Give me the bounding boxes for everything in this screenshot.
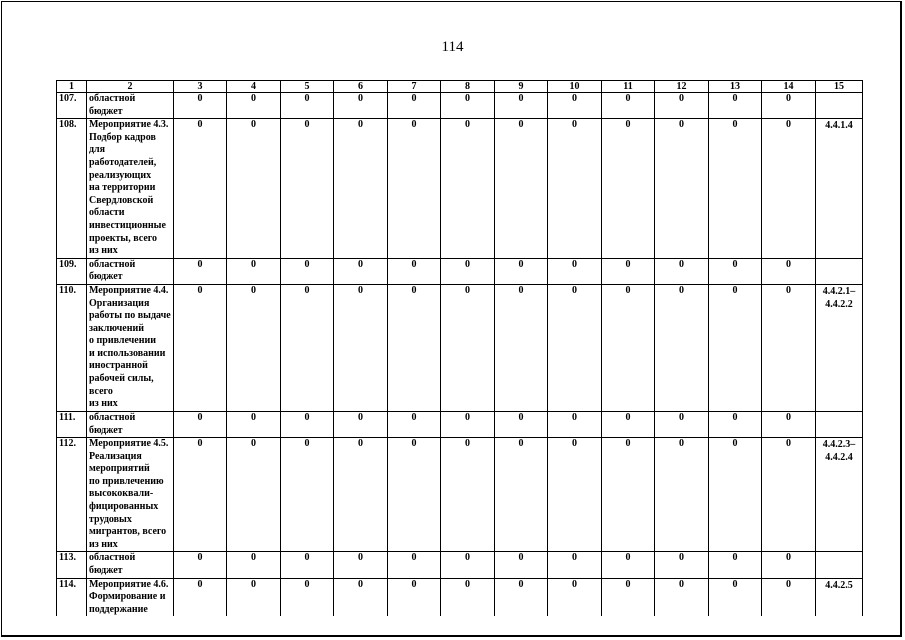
description-line: Подбор кадров	[89, 131, 156, 143]
value-cell-col-8: 0	[441, 284, 495, 411]
description-line: Реализация	[89, 450, 142, 462]
row-number: 113.	[57, 552, 87, 578]
value-cell-col-6: 0	[334, 578, 388, 616]
value-cell-col-7: 0	[388, 552, 441, 578]
value-cell-col-3: 0	[174, 93, 227, 119]
page-number: 114	[441, 39, 464, 55]
table-row	[57, 119, 863, 259]
description-line: для	[89, 144, 106, 156]
ref-line: 4.4.2.2	[825, 298, 853, 310]
table-row	[57, 552, 863, 578]
value-cell-col-4: 0	[227, 438, 281, 552]
value-cell-col-4: 0	[227, 552, 281, 578]
value-cell-col-8: 0	[441, 552, 495, 578]
value-cell-col-5: 0	[281, 411, 334, 437]
description-line: бюджет	[89, 105, 123, 117]
row-number: 108.	[57, 119, 87, 259]
value-cell-col-14: 0	[762, 578, 816, 616]
target-indicator-ref	[816, 119, 863, 259]
description-line: бюджет	[89, 271, 123, 283]
value-cell-col-9: 0	[495, 119, 548, 259]
description-line: Формирование и	[89, 591, 166, 603]
row-number: 112.	[57, 438, 87, 552]
description-line: областной	[89, 93, 136, 104]
value-cell-col-12: 0	[655, 578, 709, 616]
table-row	[57, 93, 863, 119]
value-cell-col-13: 0	[709, 284, 762, 411]
value-cell-col-10: 0	[548, 258, 602, 284]
description-line: Организация	[89, 297, 150, 309]
value-cell-col-12: 0	[655, 411, 709, 437]
value-cell-col-12: 0	[655, 258, 709, 284]
value-cell-col-7: 0	[388, 438, 441, 552]
value-cell-col-11: 0	[602, 284, 655, 411]
value-cell-col-14: 0	[762, 119, 816, 259]
value-cell-col-10: 0	[548, 93, 602, 119]
value-cell-col-9: 0	[495, 578, 548, 616]
value-cell-col-8: 0	[441, 93, 495, 119]
value-cell-col-9: 0	[495, 258, 548, 284]
description-line: иностранной	[89, 360, 148, 372]
value-cell-col-3: 0	[174, 284, 227, 411]
target-indicator-ref	[816, 93, 863, 119]
table-body	[57, 93, 863, 617]
value-cell-col-5: 0	[281, 258, 334, 284]
description-line: заключений	[89, 322, 145, 334]
row-description	[87, 258, 174, 284]
value-cell-col-12: 0	[655, 119, 709, 259]
value-cell-col-10: 0	[548, 411, 602, 437]
value-cell-col-4: 0	[227, 284, 281, 411]
description-line: по привлечению	[89, 475, 164, 487]
description-line: на территории	[89, 182, 156, 194]
description-line: Мероприятие 4.3.	[89, 119, 169, 131]
value-cell-col-9: 0	[495, 93, 548, 119]
value-cell-col-3: 0	[174, 552, 227, 578]
ref-line: 4.4.2.3–	[822, 439, 856, 451]
description-line: областной	[89, 552, 136, 564]
column-header-5: 5	[281, 81, 334, 93]
value-cell-col-3: 0	[174, 119, 227, 259]
description-line: бюджет	[89, 565, 123, 577]
column-header-12: 12	[655, 81, 709, 93]
value-cell-col-13: 0	[709, 93, 762, 119]
row-number: 109.	[57, 258, 87, 284]
value-cell-col-10: 0	[548, 284, 602, 411]
description-line: областной	[89, 411, 136, 423]
ref-line: 4.4.2.4	[825, 452, 853, 464]
value-cell-col-7: 0	[388, 411, 441, 437]
description-line: рабочей силы,	[89, 373, 154, 385]
column-header-11: 11	[602, 81, 655, 93]
value-cell-col-4: 0	[227, 93, 281, 119]
value-cell-col-7: 0	[388, 578, 441, 616]
description-line: и использовании	[89, 347, 166, 359]
value-cell-col-12: 0	[655, 284, 709, 411]
value-cell-col-10: 0	[548, 438, 602, 552]
value-cell-col-8: 0	[441, 578, 495, 616]
value-cell-col-3: 0	[174, 438, 227, 552]
description-line: поддержание	[89, 603, 148, 615]
value-cell-col-13: 0	[709, 258, 762, 284]
header-row	[57, 81, 863, 93]
value-cell-col-12: 0	[655, 93, 709, 119]
row-number: 111.	[57, 411, 87, 437]
row-description	[87, 411, 174, 437]
description-line: реализующих	[89, 169, 152, 181]
value-cell-col-5: 0	[281, 119, 334, 259]
value-cell-col-6: 0	[334, 552, 388, 578]
value-cell-col-13: 0	[709, 578, 762, 616]
target-indicator-ref	[816, 258, 863, 284]
column-header-15: 15	[816, 81, 863, 93]
column-header-9: 9	[495, 81, 548, 93]
description-line: Свердловской	[89, 194, 154, 206]
value-cell-col-5: 0	[281, 552, 334, 578]
row-number: 110.	[57, 284, 87, 411]
description-line: фицированных	[89, 501, 159, 513]
value-cell-col-14: 0	[762, 258, 816, 284]
row-description	[87, 93, 174, 119]
column-header-6: 6	[334, 81, 388, 93]
description-line: из них	[89, 538, 118, 550]
value-cell-col-7: 0	[388, 93, 441, 119]
value-cell-col-11: 0	[602, 438, 655, 552]
value-cell-col-8: 0	[441, 119, 495, 259]
value-cell-col-10: 0	[548, 578, 602, 616]
value-cell-col-11: 0	[602, 119, 655, 259]
value-cell-col-11: 0	[602, 552, 655, 578]
description-line: работодателей,	[89, 156, 157, 168]
column-header-10: 10	[548, 81, 602, 93]
value-cell-col-12: 0	[655, 552, 709, 578]
description-line: области	[89, 207, 125, 219]
value-cell-col-12: 0	[655, 438, 709, 552]
column-header-14: 14	[762, 81, 816, 93]
value-cell-col-13: 0	[709, 119, 762, 259]
target-indicator-ref	[816, 578, 863, 616]
value-cell-col-6: 0	[334, 438, 388, 552]
value-cell-col-14: 0	[762, 93, 816, 119]
column-header-4: 4	[227, 81, 281, 93]
description-line: проекты, всего	[89, 232, 158, 244]
description-line: всего	[89, 385, 113, 397]
value-cell-col-4: 0	[227, 119, 281, 259]
table-row	[57, 578, 863, 616]
column-header-3: 3	[174, 81, 227, 93]
value-cell-col-7: 0	[388, 119, 441, 259]
row-number: 114.	[57, 578, 87, 616]
description-line: Мероприятие 4.6.	[89, 578, 169, 590]
ref-line: 4.4.2.5	[825, 579, 853, 591]
description-line: Мероприятие 4.5.	[89, 438, 169, 450]
value-cell-col-11: 0	[602, 93, 655, 119]
target-indicator-ref	[816, 411, 863, 437]
value-cell-col-9: 0	[495, 552, 548, 578]
description-line: из них	[89, 245, 118, 257]
value-cell-col-8: 0	[441, 411, 495, 437]
row-description	[87, 438, 174, 552]
row-number: 107.	[57, 93, 87, 119]
value-cell-col-7: 0	[388, 284, 441, 411]
value-cell-col-6: 0	[334, 93, 388, 119]
value-cell-col-13: 0	[709, 411, 762, 437]
value-cell-col-6: 0	[334, 119, 388, 259]
value-cell-col-6: 0	[334, 258, 388, 284]
column-header-7: 7	[388, 81, 441, 93]
column-header-1: 1	[57, 81, 87, 93]
value-cell-col-14: 0	[762, 411, 816, 437]
description-line: бюджет	[89, 424, 123, 436]
value-cell-col-5: 0	[281, 93, 334, 119]
column-header-8: 8	[441, 81, 495, 93]
value-cell-col-7: 0	[388, 258, 441, 284]
value-cell-col-14: 0	[762, 284, 816, 411]
value-cell-col-4: 0	[227, 258, 281, 284]
ref-line: 4.4.1.4	[825, 120, 853, 132]
target-indicator-ref	[816, 552, 863, 578]
description-line: из них	[89, 398, 118, 410]
value-cell-col-8: 0	[441, 438, 495, 552]
value-cell-col-8: 0	[441, 258, 495, 284]
description-line: мероприятий	[89, 463, 150, 475]
row-description	[87, 552, 174, 578]
ref-line: 4.4.2.1–	[822, 285, 856, 297]
value-cell-col-11: 0	[602, 411, 655, 437]
value-cell-col-14: 0	[762, 552, 816, 578]
value-cell-col-3: 0	[174, 578, 227, 616]
row-description	[87, 284, 174, 411]
table-row	[57, 284, 863, 411]
column-header-13: 13	[709, 81, 762, 93]
description-line: инвестиционные	[89, 219, 166, 231]
description-line: мигрантов, всего	[89, 526, 167, 538]
description-line: трудовых	[89, 513, 132, 525]
row-description	[87, 119, 174, 259]
description-line: высококвали-	[89, 488, 154, 500]
description-line: областной	[89, 258, 136, 270]
target-indicator-ref	[816, 438, 863, 552]
description-line: о привлечении	[89, 335, 157, 347]
value-cell-col-9: 0	[495, 284, 548, 411]
value-cell-col-10: 0	[548, 119, 602, 259]
description-line: работы по выдаче	[89, 310, 171, 322]
value-cell-col-3: 0	[174, 258, 227, 284]
value-cell-col-5: 0	[281, 438, 334, 552]
column-header-2: 2	[87, 81, 174, 93]
value-cell-col-9: 0	[495, 438, 548, 552]
table-row	[57, 438, 863, 552]
value-cell-col-4: 0	[227, 578, 281, 616]
budget-table	[56, 80, 863, 616]
target-indicator-ref	[816, 284, 863, 411]
value-cell-col-10: 0	[548, 552, 602, 578]
value-cell-col-14: 0	[762, 438, 816, 552]
table-row	[57, 258, 863, 284]
value-cell-col-13: 0	[709, 552, 762, 578]
value-cell-col-6: 0	[334, 411, 388, 437]
value-cell-col-3: 0	[174, 411, 227, 437]
value-cell-col-13: 0	[709, 438, 762, 552]
value-cell-col-4: 0	[227, 411, 281, 437]
description-line: Мероприятие 4.4.	[89, 284, 169, 296]
value-cell-col-9: 0	[495, 411, 548, 437]
value-cell-col-11: 0	[602, 258, 655, 284]
value-cell-col-5: 0	[281, 284, 334, 411]
row-description	[87, 578, 174, 616]
value-cell-col-11: 0	[602, 578, 655, 616]
value-cell-col-6: 0	[334, 284, 388, 411]
table-row	[57, 411, 863, 437]
value-cell-col-5: 0	[281, 578, 334, 616]
